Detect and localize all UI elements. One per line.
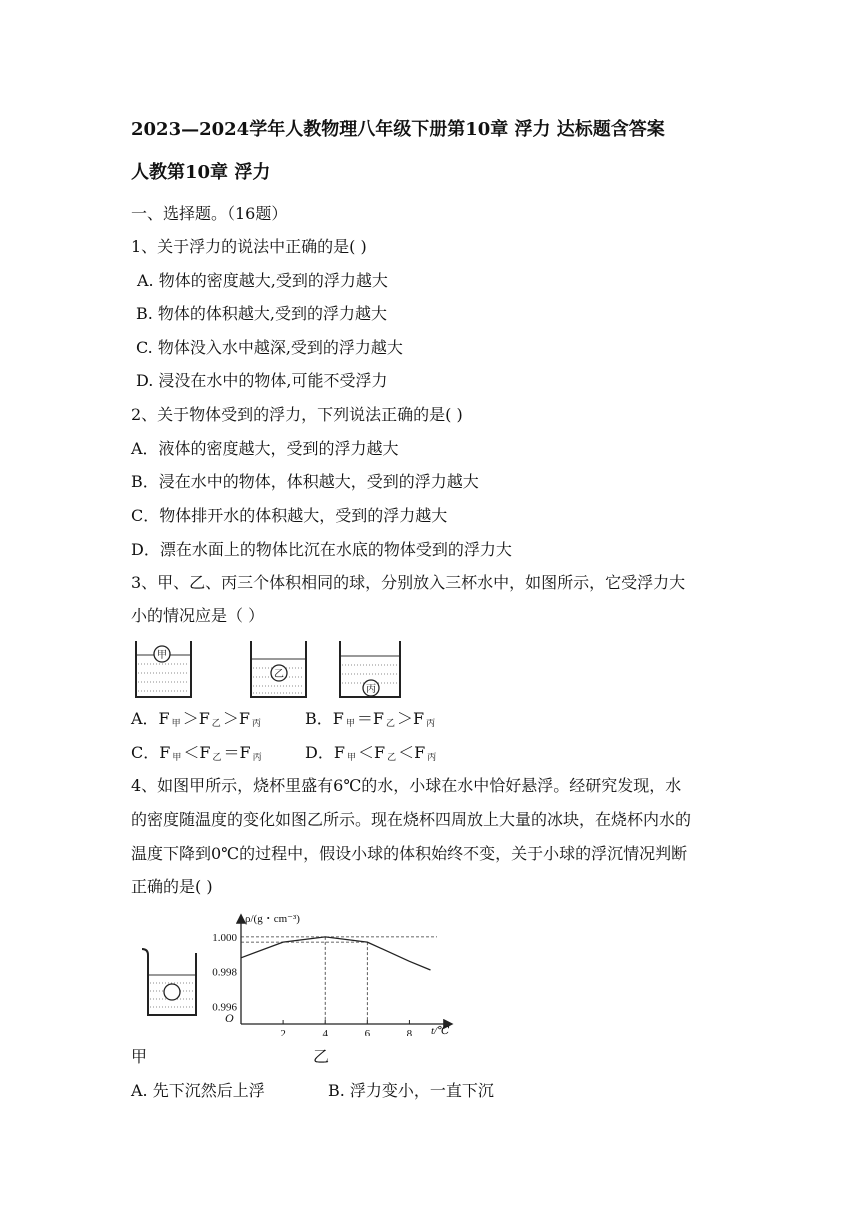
origin-label: O	[225, 1011, 234, 1025]
q2-stem: 2、关于物体受到的浮力，下列说法正确的是( )	[131, 405, 463, 424]
q4-figure-label-jia: 甲	[131, 1047, 148, 1066]
q1-stem: 1、关于浮力的说法中正确的是( )	[131, 237, 367, 256]
x-axis-label: t/℃	[431, 1025, 450, 1036]
y-axis-label: ρ/(g・cm⁻³)	[245, 913, 300, 925]
q2-option-d: D．漂在水面上的物体比沉在水底的物体受到的浮力大	[131, 540, 512, 559]
q1-option-b: B. 物体的体积越大,受到的浮力越大	[136, 304, 388, 323]
q3-beakers-figure	[130, 636, 410, 702]
q1-option-d: D. 浸没在水中的物体,可能不受浮力	[136, 371, 388, 390]
q4-option-b: B. 浮力变小，一直下沉	[328, 1081, 494, 1100]
beaker-bing	[340, 641, 400, 697]
q3-option-a: A．F 甲 ＞F 乙 ＞F 丙	[131, 709, 261, 729]
y-tick-label-1: 0.998	[212, 966, 237, 979]
ball-label-jia: 甲	[157, 650, 167, 661]
chapter-subtitle: 人教第10章 浮力	[131, 162, 271, 183]
q2-option-b: B．浸在水中的物体，体积越大，受到的浮力越大	[131, 472, 479, 491]
q4-stem-line4: 正确的是( )	[131, 877, 213, 896]
q2-option-c: C．物体排开水的体积越大，受到的浮力越大	[131, 506, 448, 525]
q3-option-b: B．F 甲 ＝F 乙 ＞F 丙	[305, 709, 436, 729]
q3-options-row1	[131, 708, 436, 733]
beaker-yi	[251, 641, 306, 697]
q4-stem-line1: 4、如图甲所示，烧杯里盛有6℃的水，小球在水中恰好悬浮。经研究发现，水	[131, 776, 682, 795]
q2-option-a: A．液体的密度越大，受到的浮力越大	[131, 439, 399, 458]
document-title: 2023—2024学年人教物理八年级下册第10章 浮力 达标题含答案	[131, 119, 665, 140]
q3-options-row2	[131, 742, 437, 767]
y-tick-label-2: 0.996	[212, 1001, 237, 1014]
q4-stem-line2: 的密度随温度的变化如图乙所示。现在烧杯四周放上大量的冰块，在烧杯内水的	[131, 810, 692, 829]
q3-option-d: D．F 甲 ＜F 乙 ＜F 丙	[305, 743, 437, 763]
ball-label-yi: 乙	[274, 669, 284, 680]
q3-stem-line1: 3、甲、乙、丙三个体积相同的球，分别放入三杯水中，如图所示，它受浮力大	[131, 573, 686, 592]
density-curve	[241, 937, 431, 970]
q4-stem-line3: 温度下降到0℃的过程中，假设小球的体积始终不变，关于小球的浮沉情况判断	[131, 844, 688, 863]
q4-option-a: A. 先下沉然后上浮	[131, 1081, 265, 1100]
x-tick-label-4: 4	[322, 1028, 328, 1036]
density-temperature-chart	[195, 906, 465, 1036]
y-tick-label-0: 1.000	[212, 931, 237, 944]
beaker-jia	[136, 641, 191, 697]
ball-label-bing: 丙	[366, 684, 376, 695]
x-tick-label-2: 2	[280, 1028, 286, 1036]
q1-option-c: C. 物体没入水中越深,受到的浮力越大	[136, 338, 403, 357]
q3-option-c: C．F 甲 ＜F 乙 ＝F 丙	[131, 743, 262, 763]
q3-stem-line2: 小的情况应是（ ）	[131, 606, 265, 625]
x-tick-label-6: 6	[364, 1028, 371, 1036]
q4-figure-label-yi: 乙	[313, 1047, 330, 1066]
q1-option-a: A. 物体的密度越大,受到的浮力越大	[137, 271, 388, 290]
x-tick-label-8: 8	[406, 1028, 413, 1036]
section-heading: 一、选择题。（16题）	[131, 204, 288, 223]
